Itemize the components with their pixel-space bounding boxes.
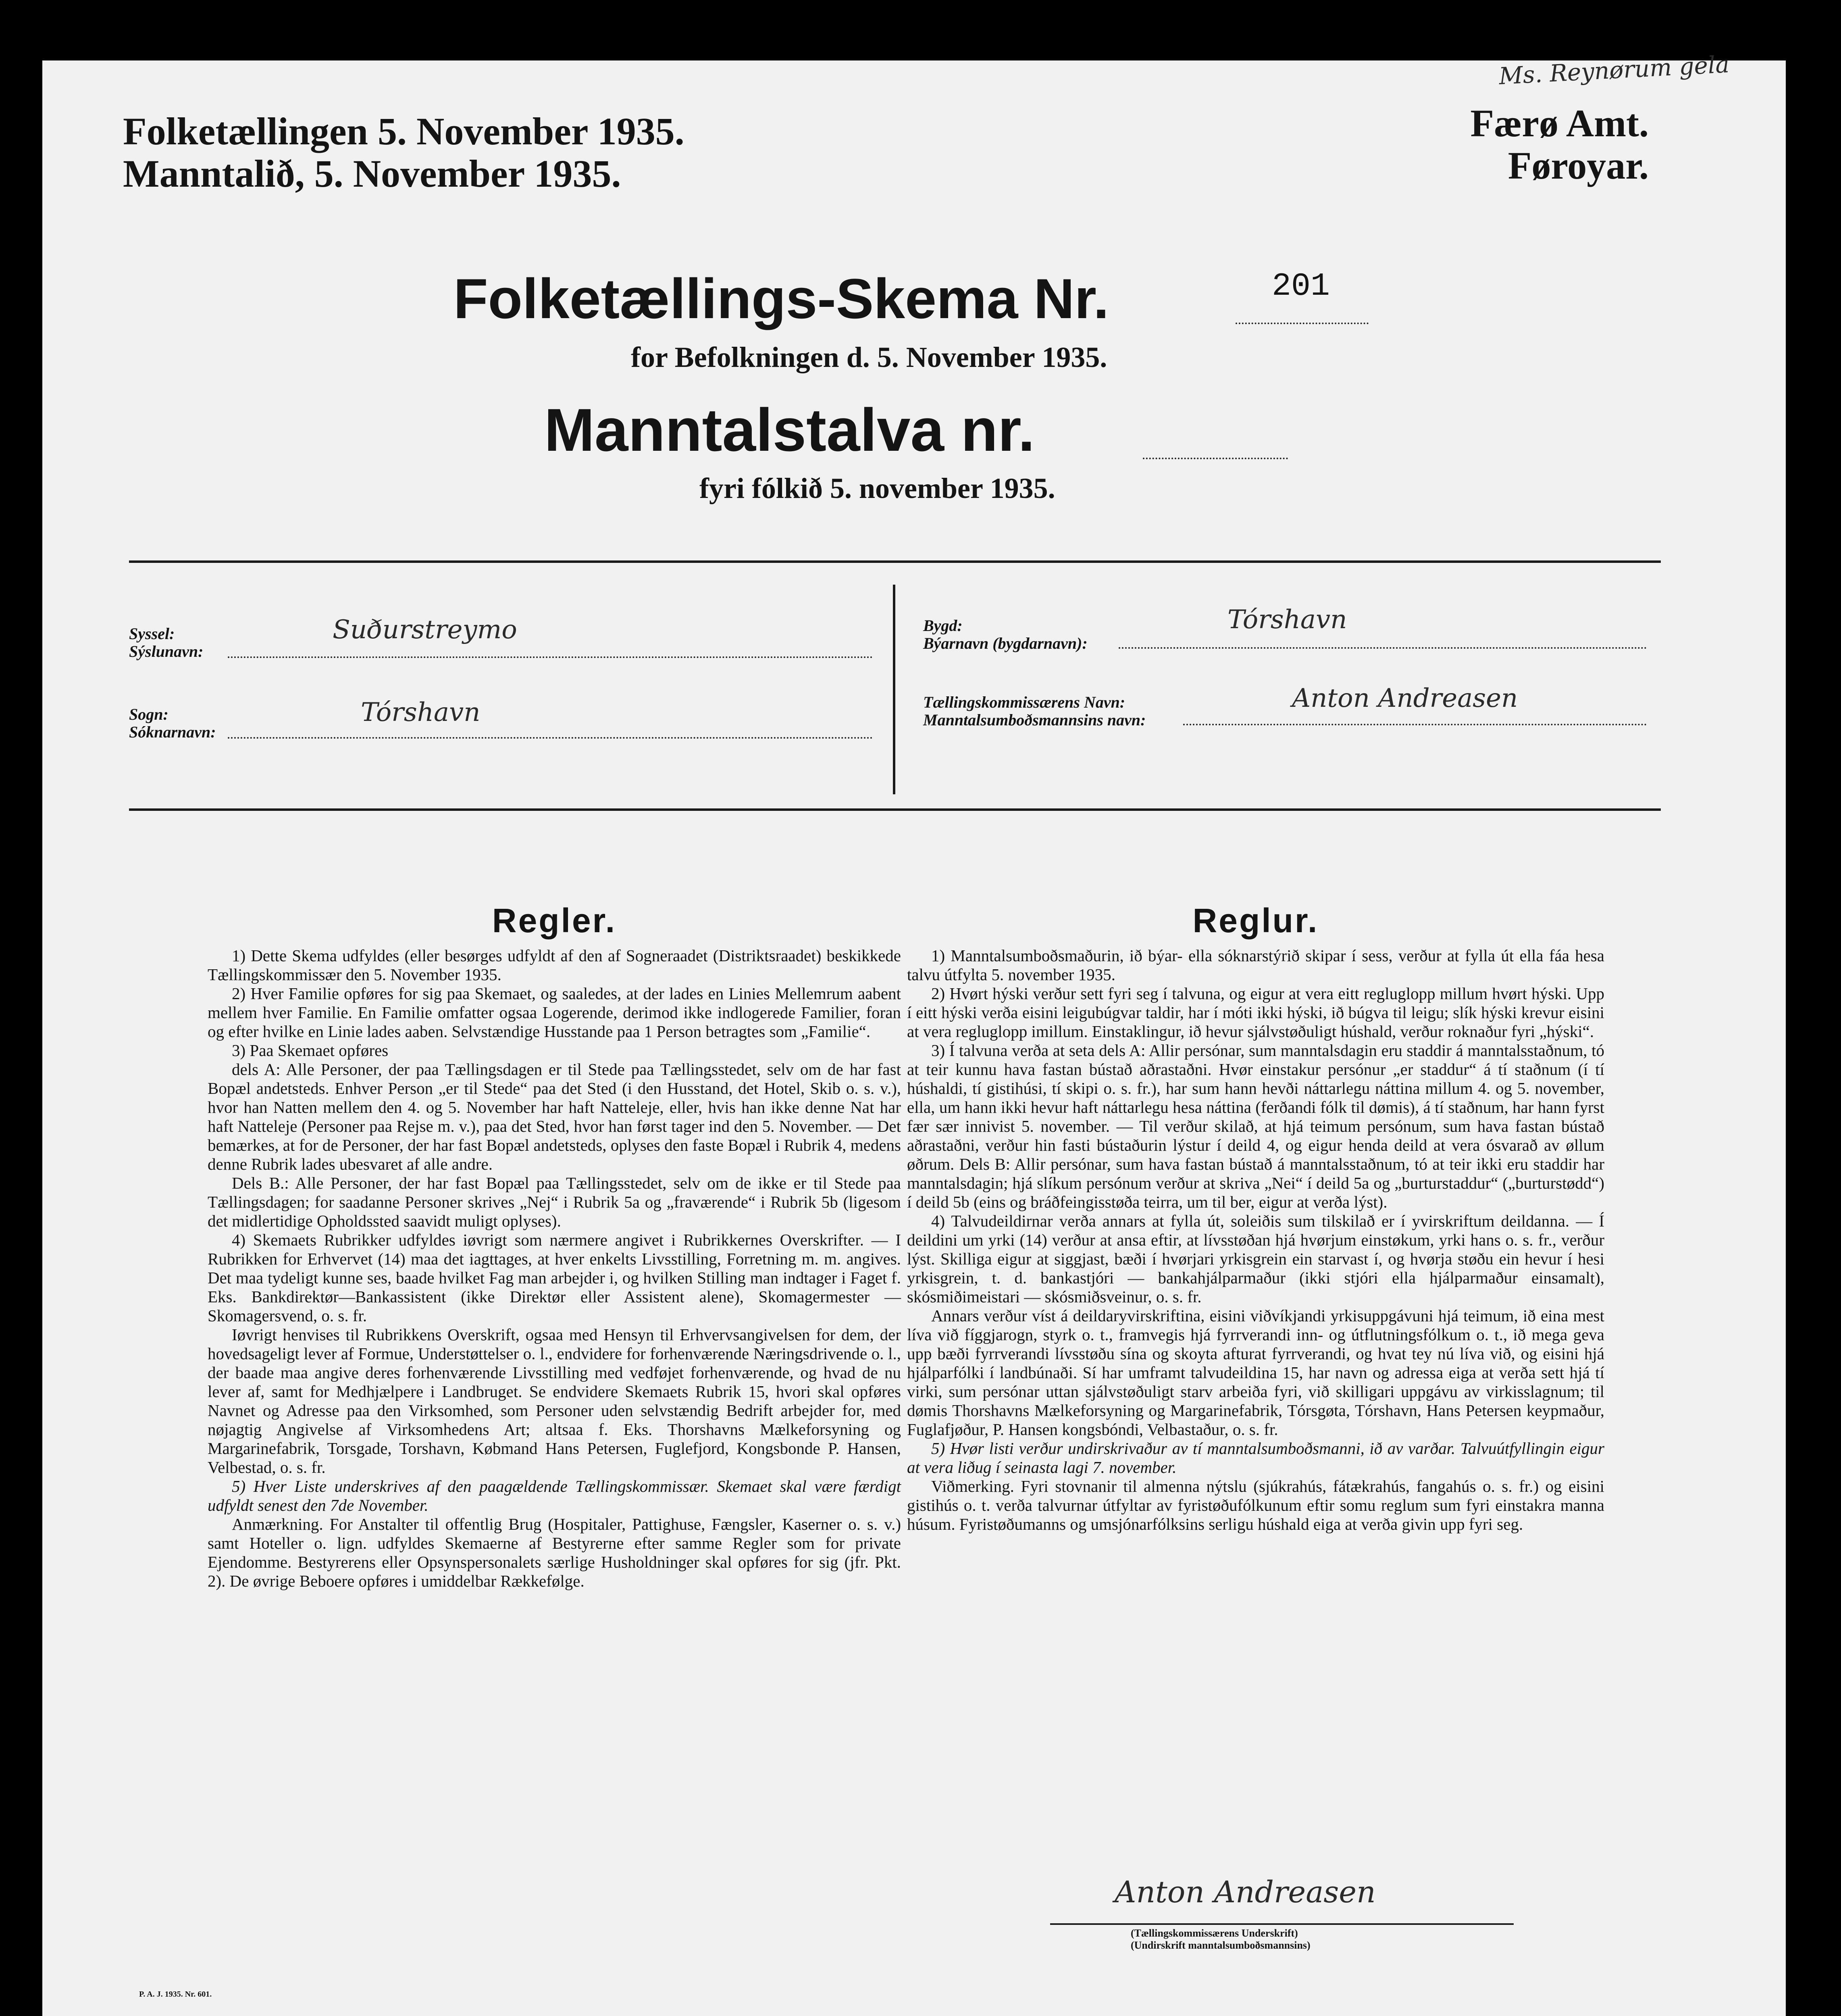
signature: Anton Andreasen: [1115, 1875, 1376, 1910]
reglur-column: [907, 902, 1604, 1534]
sogn-value: Tórshavn: [361, 698, 481, 727]
header-left-line1: Folketællingen 5. November 1935.: [123, 110, 684, 153]
syssel-line: [228, 656, 873, 658]
kommissaer-label: Tællingskommissærens Navn: Manntalsumboðsmannsins navn:: [923, 693, 1146, 729]
header-left-line2: Manntalið, 5. November 1935.: [123, 152, 621, 195]
regler-p4: 4) Skemaets Rubrikker udfyldes iøvrigt som nærmere angivet i Rubrikkernes Overskrifter. — I Rubrikken for Erhvervet (14) maa det iagttages, at hver enkelts Livsstilling, Forretning m. m. angives. Det maa tydeligt kunne ses, baade hvilket Fag man arbejder i, og hvilken Stilling man indtager i Faget f. Eks. Bankdirektør—Bankassistent (ikke Direktør eller Assistent alene), Skomagermester — Skomagersvend, o. s. fr.: [208, 1231, 901, 1325]
form-title-faroese: Manntalstalva nr.: [544, 396, 1035, 464]
syssel-label: Syssel: Sýslunavn:: [129, 625, 204, 660]
kommissaer-value: Anton Andreasen: [1292, 683, 1518, 713]
header-right-line1: Færø Amt.: [1470, 102, 1649, 145]
bygd-line: [1119, 647, 1647, 649]
title-number-line: [1236, 323, 1369, 324]
bygd-value: Tórshavn: [1227, 605, 1347, 635]
regler-p5: 5) Hver Liste underskrives af den paagældende Tællingskommissær. Skemaet skal være færdigt udfyldt senest den 7de November.: [208, 1477, 901, 1514]
reglur-vidmerking: Viðmerking. Fyri stovnanir til almenna nýtslu (sjúkrahús, fátækrahús, fangahús o. s. fr.) og eisini gistihús o. t. verða talvurnar útfyltar av fyristøðufólkunum eftir somu reglum sum fyri einstakra manna húsum. Fyristøðumanns og umsjónarfólksins serligu húshald eiga at verða givin upp fyri seg.: [907, 1477, 1604, 1533]
sogn-label: Sogn: Sóknarnavn:: [129, 705, 216, 741]
kommissaer-line: [1183, 724, 1647, 725]
regler-p3: 3) Paa Skemaet opføres: [232, 1041, 389, 1060]
reglur-heading: Reglur.: [1192, 902, 1319, 939]
header-right-line2: Føroyar.: [1508, 144, 1649, 187]
form-number: 201: [1272, 268, 1330, 305]
census-form-page: [42, 50, 1786, 2016]
regler-p4b: Iøvrigt henvises til Rubrikkens Overskrift, ogsaa med Hensyn til Erhvervsangivelsen for dem, der hovedsageligt lever af Formue, Understøttelser o. l., endvidere for forhenværende Næringsdrivende o. l., der baade maa angive deres forhenværende Livsstilling med vedføjet forhenværende, og hvad de nu lever af, samt for Medhjælpere i Landbruget. Se endvidere Skemaets Rubrik 15, hvori skal opføres Navnet og Adresse paa den Virksomhed, som Personer uden selvstændig Bedrift arbejder for, med nøjagtig Angivelse af Virksomhedens Art; altsaa f. Eks. Thorshavns Mælkeforsyning og Margarinefabrik, Torsgade, Torshavn, Købmand Hans Petersen, Fuglefjord, Kongsbonde P. Hansen, Velbestad, o. s. fr.: [208, 1325, 901, 1477]
syssel-value: Suðurstreymo: [333, 615, 517, 645]
print-note: P. A. J. 1935. Nr. 601.: [139, 1990, 212, 1999]
form-subtitle: for Befolkningen d. 5. November 1935.: [631, 341, 1107, 373]
reglur-p2: 2) Hvørt hýski verður sett fyri seg í talvuna, og eigur at vera eitt regluglopp millum hvørt hýski. Upp í eitt hýski verða eisini leigubúgvar taldir, har í móti ikki hýski, ið búgva til leigu; slík hýski krevur eisini at vera regluglopp imillum. Einstaklingur, ið hevur sjálvstøðuligt húshald, verður roknaður fyri „hýski“.: [907, 984, 1604, 1041]
regler-p3b: Dels B.: Alle Personer, der har fast Bopæl paa Tællingsstedet, selv om de ikke er til Stede paa Tællingsdagen; for saadanne Personer skrives „Nej“ i Rubrik 5a og „fraværende“ i Rubrik 5b (ligesom det midlertidige Opholdssted saavidt muligt oplyses).: [208, 1174, 901, 1230]
reglur-p5: 5) Hvør listi verður undirskrivaður av tí manntalsumboðsmanni, ið av varðar. Talvuútfyllingin eigur at vera liðug í seinasta lagi 7. november.: [907, 1439, 1604, 1477]
reglur-p1: 1) Manntalsumboðsmaðurin, ið býar- ella sóknarstýrið skipar í sess, verður at fylla út ella fáa hesa talvu útfylta 5. november 1935.: [907, 946, 1604, 984]
reglur-p4: 4) Talvudeildirnar verða annars at fylla út, soleiðis sum tilskilað er í yvirskriftum deildanna. — Í deildini um yrki (14) verður at ansa eftir, at lívsstøðan hjá hvørjum einstøkum, yrki hans o. s. fr., verður lýst. Skilliga eigur at siggjast, bæði í hvørjari yrkisgrein ein starvast í, og hvørja støðu ein hevur í hesi yrkisgrein, t. d. bankastjóri — bankahjálparmaður (ikki stjóri ella hjálparmaður einsamalt), skósmiðimeistari — skósmiðsveinur, o. s. fr.: [907, 1212, 1604, 1306]
reglur-p4b: Annars verður víst á deildaryvirskriftina, eisini viðvíkjandi yrkisuppgávuni hjá teimum, ið eina mest líva við fíggjarogn, styrk o. t., framvegis hjá fyrrverandi inn- og útflutningsfólkum o. t., ið mega geva upp bæði fyrrverandi lívsstøðu sína og skoyta afturat fyrrverandi, og hvat tey nú líva við, og eisini hjá hjálparfólki í landbúnaði. Sí har umframt talvudeildina 15, har navn og adressa eiga at verða sett hjá tí virki, sum persónar uttan sjálvstøðuligt starv arbeiða fyri, við skilligari uppgávu av virkisslagnum; til dømis Thorshavns Mælkeforsyning og Margarinefabrik, Tórsgøta, Tórshavn, Hans Petersen keypmaður, Fuglafjøður, P. Hansen kongsbóndi, Velbastaður, o. s. fr.: [907, 1306, 1604, 1439]
regler-p3a: dels A: Alle Personer, der paa Tællingsdagen er til Stede paa Tællingsstedet, selv om de har fast Bopæl andetsteds. Enhver Person „er til Stede“ paa det Sted (i den Husstand, det Hotel, Skib o. s. v.), hvor han Natten mellem den 4. og 5. November har haft Natteleje, eller, hvis han ikke denne Nat har haft Natteleje (Personer paa Rejse m. v.), paa det Sted, hvor han først tager ind den 5. November. — Det bemærkes, at for de Personer, der har fast Bopæl andetsteds, oplyses den faste Bopæl i Rubrik 4, medens denne Rubrik lades ubesvaret af alle andre.: [208, 1060, 901, 1173]
reglur-p3: 3) Í talvuna verða at seta dels A: Allir persónar, sum manntalsdagin eru staddir á manntalsstaðnum, tó at teir kunnu hava fastan bústað aðrastaðni. Hvør einstakur persónur „er staddur“ á tí staðnum (í tí húshaldi, tí gistihúsi, tí skipi o. s. fr.), har sum hann hevði náttarlegu náttina millum 4. og 5. november, ella, um hann ikki hevur haft náttarlegu hesa náttina (ferðandi fólk til dømis), á tí staðnum, har hann fyrst fær sær innivist 5. november. — Til verður skilað, at hjá teimum persónum, sum hava fastan bústað aðrastaðni, verður hin fasti bústaðurin lýstur í deild 4, og eigur henda deild at vera ósvarað av øllum øðrum. Dels B: Allir persónar, sum hava fastan bústað á manntalsstaðnum, tó at teir ikki eru staddir har manntalsdagin; hjá slíkum persónum verður at skriva „Nei“ í deild 5a og „burturstaddur“ („burturstødd“) í deild 5b (eins og bráðfeingisstøða teirra, um til ber, eigur at verða lýst).: [907, 1041, 1604, 1211]
sogn-line: [228, 737, 873, 739]
vertical-divider: [893, 585, 895, 794]
top-corner-handwriting: Ms. Reynørum gela: [1498, 50, 1730, 90]
form-subtitle-faroese: fyri fólkið 5. november 1935.: [699, 472, 1055, 504]
title2-number-line: [1143, 458, 1288, 459]
regler-p2: 2) Hver Familie opføres for sig paa Skemaet, og saaledes, at der lades en Linies Mellemrum aabent mellem hver Familie. En Familie omfatter ogsaa Logerende, derimod ikke indlogerede Familier, foran og efter hvilke en Linie lades aaben. Selvstændige Husstande paa 1 Person betragtes som „Familie“.: [208, 984, 901, 1041]
top-rule: [129, 560, 1661, 563]
regler-p1: 1) Dette Skema udfyldes (eller besørges udfyldt af den af Sogneraadet (Distriktsraadet) beskikkede Tællingskommissær den 5. November 1935.: [208, 946, 901, 984]
bottom-rule: [129, 808, 1661, 811]
form-title: Folketællings-Skema Nr.: [453, 267, 1109, 330]
signature-line: [1050, 1923, 1514, 1925]
signature-caption: (Tællingskommissærens Underskrift) (Undirskrift manntalsumboðsmannsins): [1131, 1927, 1311, 1951]
regler-column: [208, 902, 901, 1591]
bygd-label: Bygd: Býarnavn (bygdarnavn):: [923, 616, 1088, 652]
regler-anmaerkning: Anmærkning. For Anstalter til offentlig Brug (Hospitaler, Pattighuse, Fængsler, Kaserner o. s. v.) samt Hoteller o. lign. udfyldes Skemaerne af Bestyrerne efter samme Regler som for private Ejendomme. Bestyrerens eller Opsynspersonalets særlige Husholdninger skal opføres for sig (jfr. Pkt. 2). De øvrige Beboere opføres i umiddelbar Rækkefølge.: [208, 1515, 901, 1590]
regler-heading: Regler.: [492, 902, 617, 939]
